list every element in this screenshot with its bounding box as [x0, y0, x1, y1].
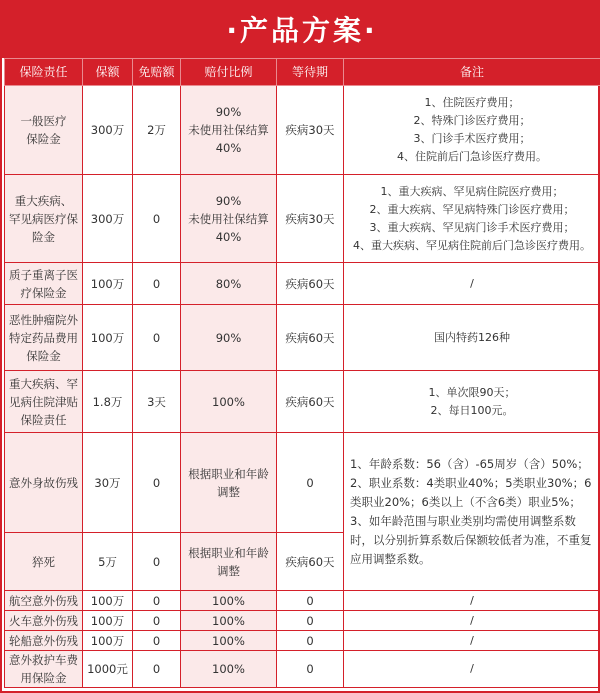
payout-ratio-text: 90%: [215, 193, 242, 208]
payout-ratio: [181, 305, 277, 371]
payout-ratio-text: 80%: [215, 276, 242, 291]
notes-text: 1、单次限90天；: [428, 385, 516, 399]
table-row: [5, 433, 600, 533]
coverage-amount-text: 1.8万: [92, 394, 123, 409]
payout-ratio-text: 调整: [217, 484, 240, 499]
notes-text: 2、重大疾病、罕见病特殊门诊医疗费用；: [369, 202, 575, 216]
waiting-period: [277, 611, 344, 631]
notes-text: 3、门诊手术医疗费用；: [413, 132, 531, 145]
notes-text: /: [470, 662, 474, 675]
payout-ratio-text: 100%: [212, 662, 245, 676]
coverage-name-text: 重大疾病、罕: [9, 376, 78, 391]
waiting-period-text: 疾病60天: [285, 276, 335, 291]
coverage-name-text: 保险金: [26, 132, 61, 146]
deductible: [133, 591, 181, 611]
coverage-amount: [83, 263, 133, 305]
coverage-name: [5, 611, 83, 631]
deductible-text: 0: [152, 276, 161, 291]
deductible-text: 0: [152, 211, 161, 226]
waiting-period: [277, 371, 344, 433]
deductible: [133, 86, 181, 175]
coverage-amount: [83, 433, 133, 533]
deductible: [133, 651, 181, 688]
deductible-text: 0: [152, 330, 161, 345]
deductible: [133, 631, 181, 651]
coverage-name-text: 意外身故伤残: [9, 475, 78, 490]
notes: [344, 611, 600, 631]
notes-text: /: [470, 593, 474, 607]
title-bar: [2, 0, 600, 58]
payout-ratio-text: 90%: [215, 330, 242, 345]
notes: [344, 371, 600, 433]
payout-ratio-text: 40%: [215, 141, 242, 155]
header-cell: 免赔额: [133, 59, 181, 86]
payout-ratio-text: 未使用社保结算: [188, 123, 269, 137]
waiting-period-text: 0: [306, 475, 314, 490]
payout-ratio-text: 90%: [215, 105, 242, 119]
header-cell: 备注: [344, 59, 600, 86]
notes-text: 3、重大疾病、罕见病门诊手术医疗费用；: [369, 220, 575, 234]
waiting-period: [277, 433, 344, 533]
coverage-name-text: 罕见病医疗保: [9, 211, 78, 226]
header-cell: 赔付比例: [181, 59, 277, 86]
notes-text: /: [470, 276, 474, 290]
payout-ratio-text: 100%: [212, 613, 245, 628]
accident-notes: [344, 433, 600, 591]
coverage-name: [5, 651, 83, 688]
coverage-amount-text: 100万: [90, 330, 125, 345]
coverage-amount: [83, 591, 133, 611]
coverage-name: [5, 533, 83, 591]
payout-ratio: [181, 433, 277, 533]
waiting-period-text: 0: [306, 613, 314, 628]
coverage-amount-text: 300万: [90, 123, 125, 137]
notes-text: /: [470, 613, 474, 627]
coverage-amount-text: 1000元: [87, 662, 128, 676]
coverage-name: [5, 433, 83, 533]
coverage-name: [5, 631, 83, 651]
deductible: [133, 263, 181, 305]
coverage-amount-text: 100万: [90, 593, 125, 608]
notes: [344, 305, 600, 371]
page-title: ·产品方案·: [226, 14, 378, 47]
coverage-name-text: 一般医疗: [20, 114, 67, 128]
waiting-period: [277, 305, 344, 371]
waiting-period-text: 0: [306, 662, 314, 676]
notes-text: 4、住院前后门急诊医疗费用。: [397, 150, 547, 163]
table-row: [5, 631, 600, 651]
header-row: [5, 59, 600, 86]
deductible-text: 0: [152, 662, 161, 676]
payout-ratio: [181, 175, 277, 263]
deductible: [133, 611, 181, 631]
coverage-name: [5, 263, 83, 305]
notes: [344, 86, 600, 175]
coverage-name-text: 轮船意外伤残: [9, 633, 78, 648]
coverage-name-text: 特定药品费用: [9, 330, 78, 345]
waiting-period-text: 0: [306, 593, 314, 608]
payout-ratio-text: 根据职业和年龄: [188, 545, 269, 560]
deductible: [133, 371, 181, 433]
payout-ratio: [181, 591, 277, 611]
coverage-name-text: 重大疾病、: [14, 193, 73, 208]
header-cell: 等待期: [277, 59, 344, 86]
coverage-amount: [83, 611, 133, 631]
deductible-text: 3天: [147, 394, 166, 409]
waiting-period: [277, 533, 344, 591]
coverage-name: [5, 371, 83, 433]
waiting-period-text: 疾病60天: [285, 330, 335, 345]
payout-ratio: [181, 371, 277, 433]
waiting-period: [277, 631, 344, 651]
notes: [344, 651, 600, 688]
coverage-amount-text: 300万: [90, 211, 125, 226]
deductible: [133, 175, 181, 263]
waiting-period-text: 疾病30天: [285, 123, 335, 137]
waiting-period: [277, 175, 344, 263]
deductible-text: 0: [152, 475, 161, 490]
coverage-name-text: 保险责任: [20, 412, 67, 427]
coverage-amount: [83, 371, 133, 433]
coverage-name-text: 保险金: [26, 348, 61, 363]
header-cell: 保险责任: [5, 59, 83, 86]
coverage-amount: [83, 86, 133, 175]
coverage-amount: [83, 305, 133, 371]
notes: [344, 591, 600, 611]
table-body: [5, 86, 600, 688]
notes-text: /: [470, 633, 474, 647]
coverage-amount: [83, 533, 133, 591]
notes-text: 2、每日100元。: [430, 403, 514, 417]
waiting-period-text: 疾病60天: [285, 394, 335, 409]
waiting-period-text: 疾病30天: [285, 211, 335, 226]
deductible: [133, 533, 181, 591]
coverage-name-text: 质子重离子医: [9, 267, 78, 282]
deductible-text: 0: [152, 593, 161, 608]
coverage-name: [5, 175, 83, 263]
payout-ratio: [181, 651, 277, 688]
payout-ratio-text: 100%: [212, 633, 245, 648]
coverage-amount: [83, 631, 133, 651]
coverage-name-text: 航空意外伤残: [9, 593, 78, 608]
payout-ratio: [181, 611, 277, 631]
notes-text: 4、重大疾病、罕见病住院前后门急诊医疗费用。: [353, 238, 591, 252]
payout-ratio-text: 根据职业和年龄: [188, 466, 269, 481]
table-row: [5, 175, 600, 263]
coverage-name-text: 险金: [32, 229, 55, 244]
notes-text: 1、住院医疗费用；: [424, 96, 520, 109]
payout-ratio: [181, 533, 277, 591]
waiting-period-text: 0: [306, 633, 314, 648]
deductible-text: 0: [152, 554, 161, 569]
coverage-amount-text: 30万: [94, 475, 121, 490]
table-row: [5, 263, 600, 305]
payout-ratio: [181, 86, 277, 175]
coverage-name-text: 意外救护车费: [9, 653, 78, 667]
notes: [344, 263, 600, 305]
payout-ratio-text: 未使用社保结算: [188, 211, 269, 226]
waiting-period-text: 疾病60天: [285, 554, 335, 569]
plan-table: [4, 58, 600, 688]
coverage-amount: [83, 175, 133, 263]
notes-text: 2、特殊门诊医疗费用；: [413, 114, 531, 127]
table-row: [5, 86, 600, 175]
coverage-amount-text: 5万: [98, 554, 117, 569]
notes: [344, 175, 600, 263]
coverage-name: [5, 86, 83, 175]
waiting-period: [277, 651, 344, 688]
notes-text: 国内特药126种: [434, 330, 510, 344]
coverage-name: [5, 591, 83, 611]
deductible: [133, 305, 181, 371]
table-row: [5, 371, 600, 433]
payout-ratio-text: 调整: [217, 563, 240, 578]
payout-ratio-text: 40%: [215, 229, 242, 244]
deductible-text: 2万: [147, 123, 166, 137]
coverage-name: [5, 305, 83, 371]
deductible-text: 0: [152, 633, 161, 648]
notes: [344, 631, 600, 651]
coverage-amount-text: 100万: [90, 276, 125, 291]
table-row: [5, 611, 600, 631]
notes-text: 1、重大疾病、罕见病住院医疗费用；: [380, 184, 564, 198]
coverage-name-text: 见病住院津贴: [9, 394, 78, 409]
coverage-name-text: 猝死: [32, 554, 55, 569]
table-row: [5, 591, 600, 611]
coverage-amount-text: 100万: [90, 613, 125, 628]
payout-ratio: [181, 631, 277, 651]
coverage-amount: [83, 651, 133, 688]
deductible-text: 0: [152, 613, 161, 628]
accident-notes-text: 1、年龄系数：56（含）-65周岁（含）50%；2、职业系数：4类职业40%；5类职业30%；6类职业20%；6类以上（不含6类）职业5%；3、如年龄范围与职业类别均需使用调整系数时，以分别折算系数后保额较低者为准，不重复应用调整系数。: [350, 456, 592, 566]
coverage-name-text: 疗保险金: [20, 285, 67, 300]
table-row: [5, 305, 600, 371]
coverage-name-text: 火车意外伤残: [9, 613, 78, 628]
waiting-period: [277, 86, 344, 175]
coverage-amount-text: 100万: [90, 633, 125, 648]
payout-ratio-text: 100%: [212, 593, 245, 608]
coverage-name-text: 用保险金: [20, 671, 67, 685]
payout-ratio: [181, 263, 277, 305]
header-cell: 保额: [83, 59, 133, 86]
deductible: [133, 433, 181, 533]
coverage-name-text: 恶性肿瘤院外: [9, 312, 78, 327]
waiting-period: [277, 263, 344, 305]
payout-ratio-text: 100%: [212, 394, 245, 409]
waiting-period: [277, 591, 344, 611]
table-row: [5, 651, 600, 688]
